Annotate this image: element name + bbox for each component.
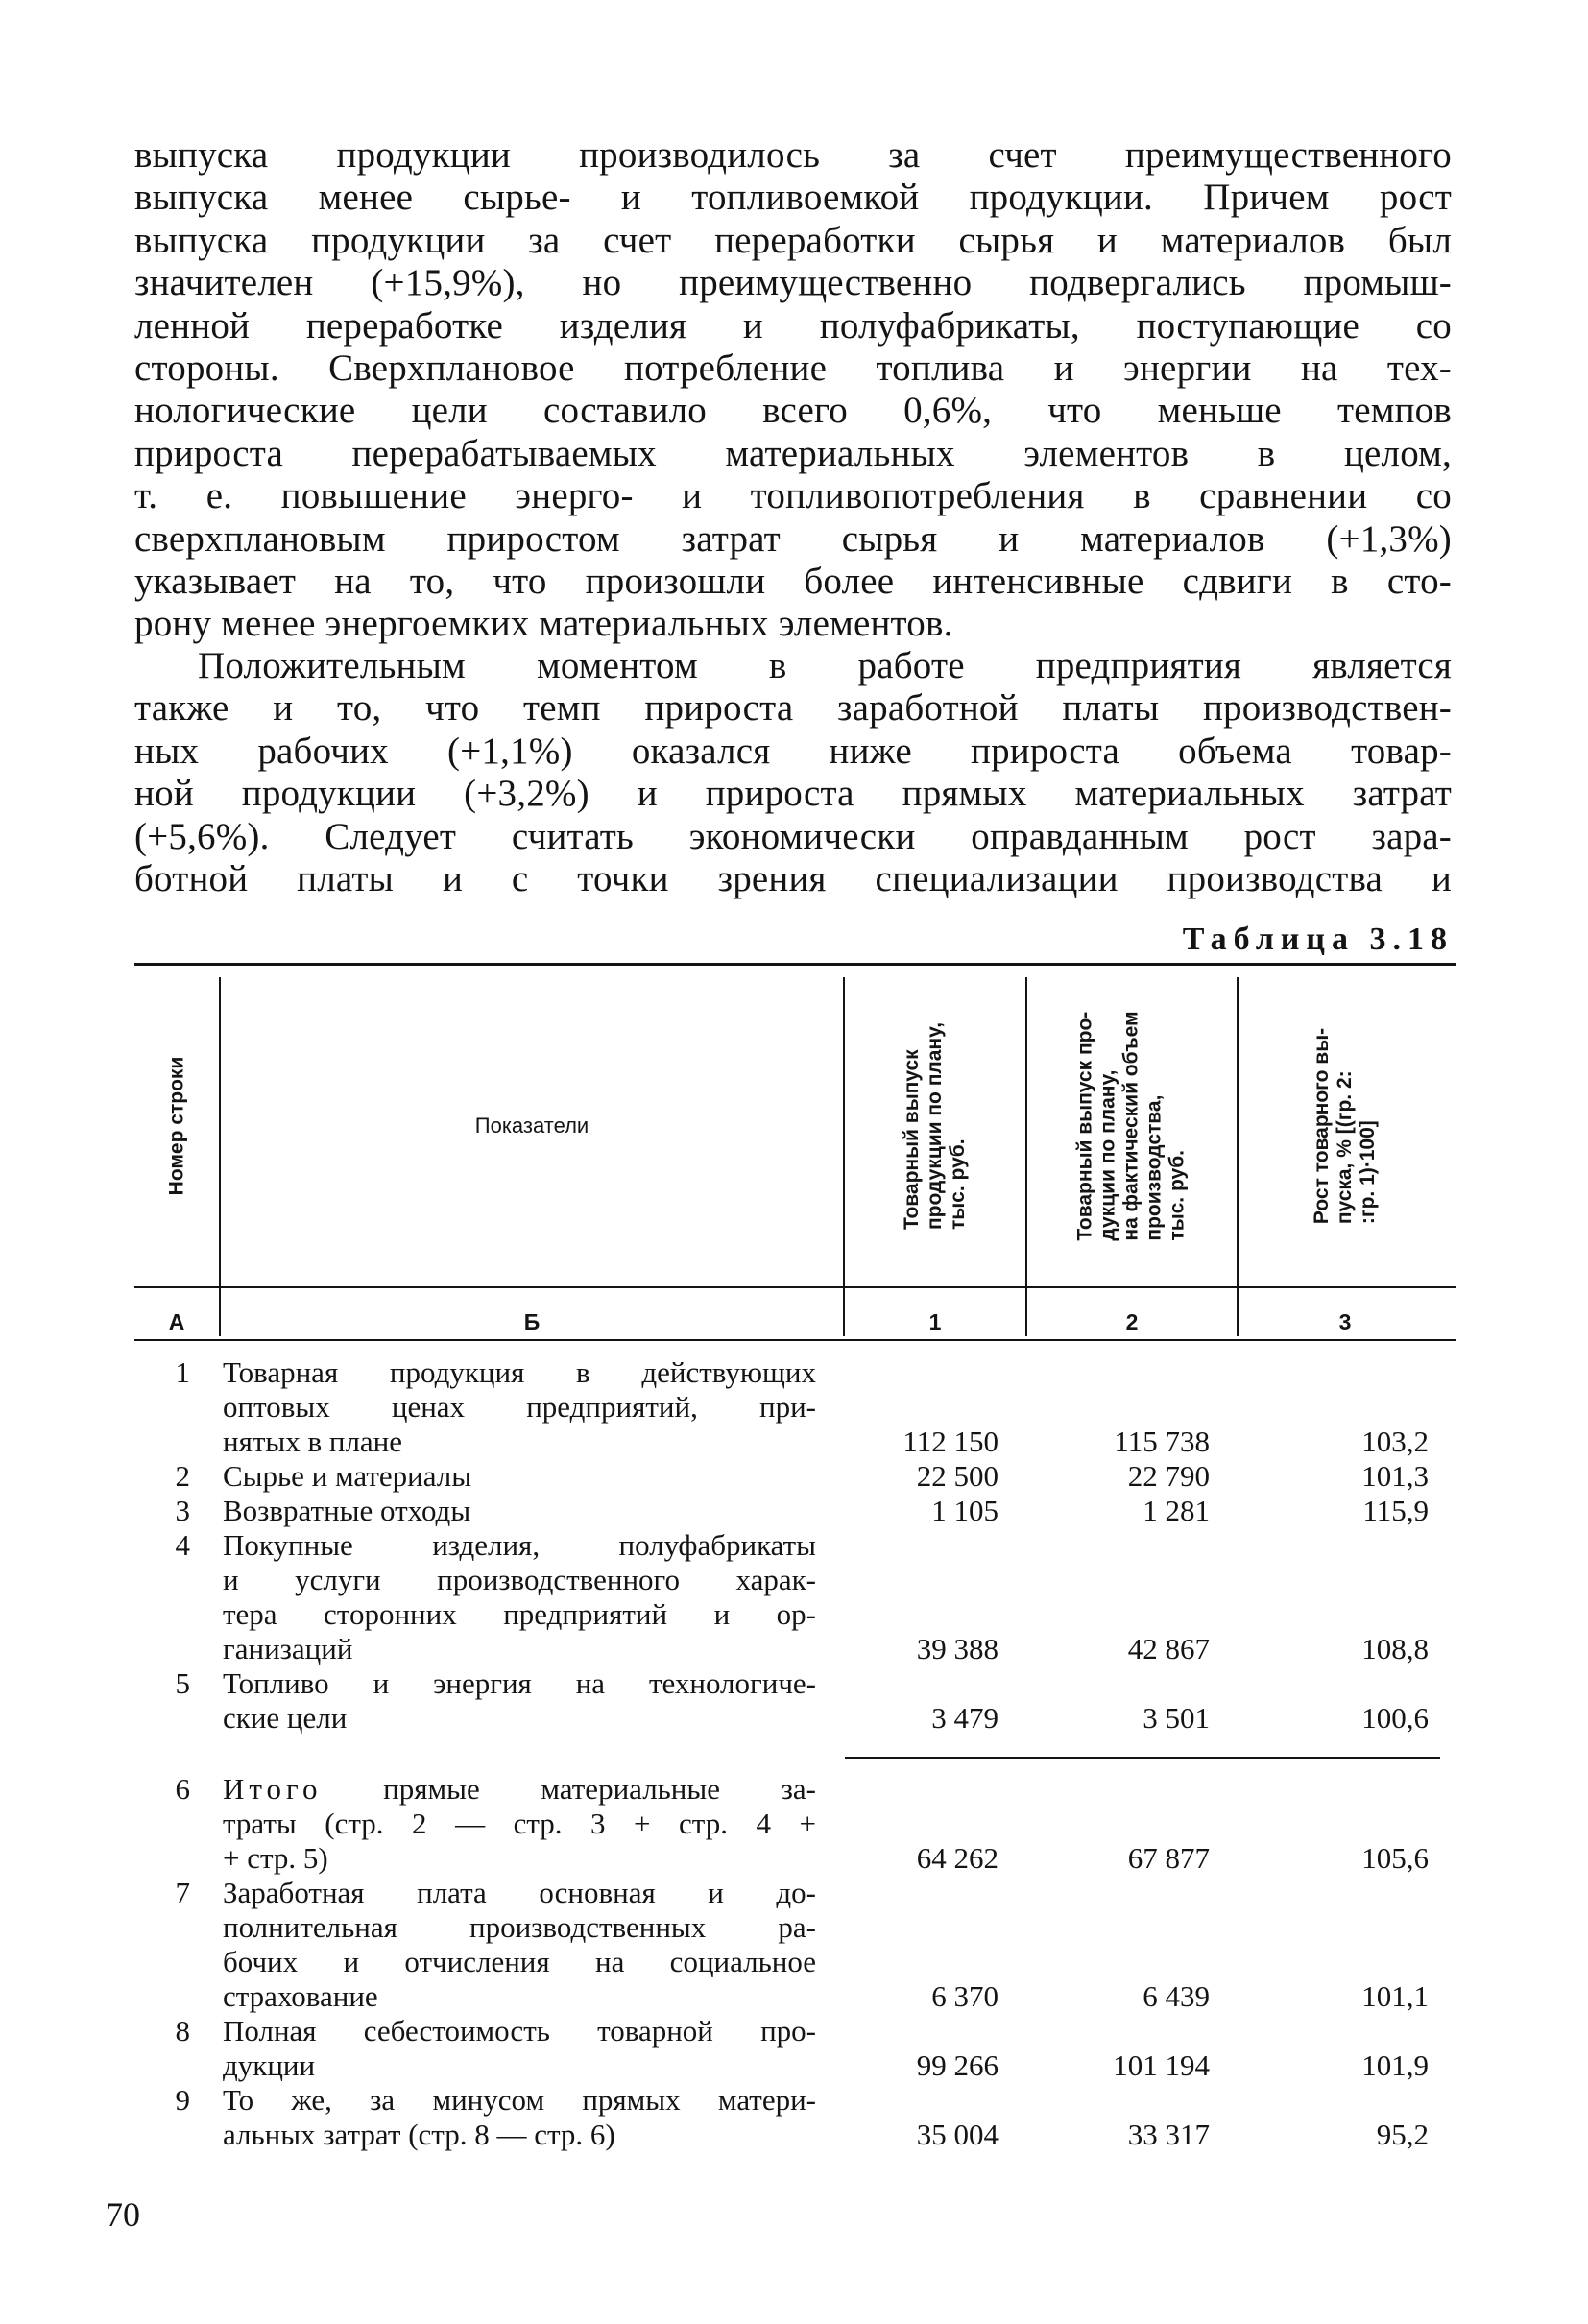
header-rule	[134, 1286, 1456, 1288]
desc-line: нятых в плане	[223, 1425, 403, 1458]
desc-line: Товарная продукция в действующих	[223, 1355, 816, 1389]
row-number: 8	[175, 2014, 190, 2048]
header-row-number	[134, 968, 219, 1284]
value-col2: 67 877	[1127, 1841, 1210, 1875]
header-line: на фактический объем	[1120, 1011, 1143, 1241]
row-number: 6	[175, 1772, 190, 1806]
text-line: указывает на то, что произошли более интенсивные сдвиги в сто-	[134, 560, 1452, 602]
text-line: ленной переработке изделия и полуфабрикаты, поступающие со	[134, 304, 1452, 347]
desc-line: траты (стр. 2 — стр. 3 + стр. 4 +	[223, 1807, 816, 1840]
row-description	[223, 1494, 816, 1528]
value-col3: 101,9	[1361, 2048, 1429, 2082]
value-col3: 115,9	[1362, 1494, 1429, 1527]
value-col3: 100,6	[1361, 1701, 1429, 1735]
row-description	[223, 1876, 816, 2014]
header-indicators	[221, 968, 843, 1284]
header-line: Товарный выпуск про-	[1074, 1011, 1097, 1241]
value-col1: 35 004	[916, 2118, 999, 2151]
header-col1-label	[901, 1022, 970, 1230]
text-line: ных рабочих (+1,1%) оказался ниже прироста объема товар-	[134, 730, 1452, 772]
desc-line: альных затрат (стр. 8 — стр. 6)	[223, 2118, 615, 2151]
desc-line: тера сторонних предприятий и ор-	[223, 1597, 816, 1631]
value-col2: 42 867	[1127, 1632, 1210, 1665]
column-number: 1	[928, 1309, 942, 1334]
desc-line: ские цели	[223, 1701, 348, 1735]
header-col1	[845, 968, 1025, 1284]
value-col1: 64 262	[916, 1841, 999, 1875]
desc-text: прямые материальные за-	[383, 1772, 816, 1806]
column-number-rule	[134, 1339, 1456, 1341]
text-line: выпуска продукции за счет переработки сырья и материалов был	[134, 219, 1452, 261]
text-line: выпуска продукции производилось за счет преимущественного	[134, 134, 1452, 176]
header-indicators-label: Показатели	[474, 1114, 589, 1138]
desc-line: Полная себестоимость товарной про-	[223, 2014, 816, 2048]
header-line: тыс. руб.	[1167, 1149, 1190, 1241]
text-line: значителен (+15,9%), но преимущественно подвергались промыш-	[134, 262, 1452, 304]
header-row-number-label: Номер строки	[165, 1056, 188, 1196]
header-col3	[1239, 968, 1452, 1284]
value-col3: 101,1	[1361, 1979, 1429, 2013]
header-line: пуска, % [(гр. 2:	[1333, 1070, 1356, 1225]
value-col3: 108,8	[1361, 1632, 1429, 1665]
text-line: (+5,6%). Следует считать экономически оправданным рост зара-	[134, 815, 1452, 857]
header-line: дукции по плану,	[1097, 1069, 1120, 1241]
value-col2: 115 738	[1114, 1425, 1210, 1458]
value-col2: 1 281	[1143, 1494, 1210, 1527]
text-line: рону менее энергоемких материальных элементов.	[134, 603, 953, 645]
row-description	[223, 1666, 816, 1736]
text-line: стороны. Сверхплановое потребление топлива и энергии на тех-	[134, 347, 1452, 389]
value-col1: 99 266	[916, 2048, 999, 2082]
header-col3-label	[1311, 1028, 1380, 1224]
desc-line: оптовых ценах предприятий, при-	[223, 1390, 816, 1424]
column-number: 2	[1125, 1309, 1139, 1334]
header-line: производства,	[1143, 1094, 1167, 1241]
desc-line: Сырье и материалы	[223, 1459, 472, 1493]
text-line: Положительным моментом в работе предприятия является	[198, 645, 1452, 686]
text-line: выпуска менее сырье- и топливоемкой продукции. Причем рост	[134, 177, 1452, 219]
row-number: 9	[175, 2083, 190, 2117]
row-description	[223, 2014, 816, 2083]
paragraph-1	[134, 134, 1452, 646]
desc-line: бочих и отчисления на социальное	[223, 1945, 816, 1978]
row-number: 4	[175, 1528, 190, 1562]
table-top-rule	[134, 963, 1456, 966]
value-col2: 101 194	[1113, 2048, 1210, 2082]
value-col3: 95,2	[1376, 2118, 1429, 2151]
row-number: 1	[175, 1355, 190, 1389]
row-description	[223, 1528, 816, 1666]
value-col1: 39 388	[916, 1632, 999, 1665]
row-description	[223, 2083, 816, 2152]
text-line: ботной платы и с точки зрения специализации производства и	[134, 857, 1452, 899]
row-number: 5	[175, 1666, 190, 1700]
header-line: :гр. 1)·100]	[1356, 1120, 1379, 1225]
row-number: 3	[175, 1494, 190, 1527]
desc-line: страхование	[223, 1979, 378, 2013]
row-number: 2	[175, 1459, 190, 1493]
header-line: тыс. руб.	[947, 1138, 970, 1231]
header-line: продукции по плану,	[924, 1021, 947, 1231]
total-label: Итого	[223, 1772, 323, 1806]
page-number: 70	[106, 2195, 140, 2234]
value-col2: 6 439	[1143, 1979, 1210, 2013]
column-number: 3	[1338, 1309, 1352, 1334]
desc-line: Возвратные отходы	[223, 1494, 471, 1527]
text-line: прироста перерабатываемых материальных элементов в целом,	[134, 432, 1452, 474]
text-line: ной продукции (+3,2%) и прироста прямых материальных затрат	[134, 773, 1452, 815]
table-caption: Таблица 3.18	[1182, 922, 1454, 957]
desc-line: Покупные изделия, полуфабрикаты	[223, 1528, 816, 1562]
value-col1: 112 150	[902, 1425, 999, 1458]
value-col1: 6 370	[931, 1979, 999, 2013]
section-rule	[845, 1757, 1440, 1759]
column-number: А	[168, 1309, 185, 1334]
value-col2: 33 317	[1127, 2118, 1210, 2151]
desc-line: То же, за минусом прямых матери-	[223, 2083, 816, 2117]
desc-line: дукции	[223, 2048, 316, 2082]
text-line: также и то, что темп прироста заработной платы производствен-	[134, 687, 1452, 730]
row-number: 7	[175, 1876, 190, 1909]
desc-line	[223, 1772, 816, 1807]
header-line: Товарный выпуск	[901, 1049, 924, 1231]
desc-line: + стр. 5)	[223, 1841, 328, 1875]
column-number: Б	[523, 1309, 541, 1334]
row-description	[223, 1459, 816, 1494]
text-line: т. е. повышение энерго- и топливопотребления в сравнении со	[134, 475, 1452, 517]
header-col2	[1027, 968, 1237, 1284]
value-col1: 3 479	[931, 1701, 999, 1735]
value-col3: 103,2	[1361, 1425, 1429, 1458]
header-line: Рост товарного вы-	[1310, 1027, 1333, 1225]
row-description	[223, 1772, 816, 1876]
header-col2-label	[1074, 1011, 1190, 1240]
row-description	[223, 1355, 816, 1459]
value-col3: 101,3	[1361, 1459, 1429, 1493]
desc-line: полнительная производственных ра-	[223, 1910, 816, 1944]
text-line: нологические цели составило всего 0,6%, что меньше темпов	[134, 390, 1452, 432]
paragraph-2	[134, 645, 1452, 900]
value-col3: 105,6	[1361, 1841, 1429, 1875]
desc-line: ганизаций	[223, 1632, 353, 1665]
value-col1: 22 500	[916, 1459, 999, 1493]
value-col2: 22 790	[1127, 1459, 1210, 1493]
desc-line: Топливо и энергия на технологиче-	[223, 1666, 816, 1700]
desc-line: и услуги производственного харак-	[223, 1563, 816, 1596]
text-line: сверхплановым приростом затрат сырья и материалов (+1,3%)	[134, 517, 1452, 560]
value-col1: 1 105	[931, 1494, 999, 1527]
desc-line: Заработная плата основная и до-	[223, 1876, 816, 1909]
value-col2: 3 501	[1143, 1701, 1210, 1735]
